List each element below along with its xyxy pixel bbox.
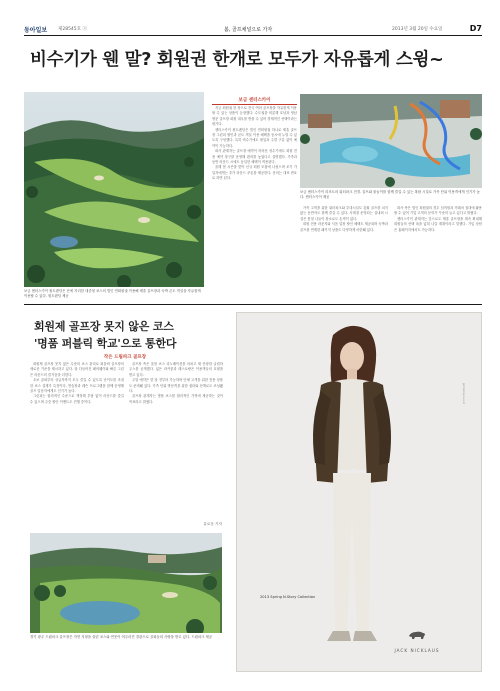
article-column [394, 206, 482, 298]
headline-line: 회원제 골프장 못지 않은 코스 [34, 320, 174, 333]
article-paragraph: 회원제 골프장 못지 않은 수준의 코스 관리로 퍼블릭 골프장의 새로운 기준을 제시하고 있다. 잘 다듬어진 페어웨이와 빠른 그린은 라운드의 즐거움을 더한다. [30, 362, 124, 377]
section-divider [24, 304, 482, 305]
issue-info: 제28545호 ⓢ [58, 27, 87, 32]
section-tag: 보금 센터스카이 [212, 97, 297, 105]
article-paragraph: 지금 회원권 한 장으로 전국 여러 골프장을 자유롭게 이용할 수 있는 상품이 등장했다. 수도권을 비롯해 호남과 영남 명문 골프장 회원 대우를 받을 수 있어 경제적인 선택이라는 평가다. [212, 106, 297, 127]
article-paragraph: 골프장 측은 올봄 코스 리노베이션을 마치고 새 단장한 클럽하우스를 공개했다. 넓은 라커룸과 레스토랑은 이용객들의 호평을 받고 있다. [129, 362, 223, 377]
main-headline: 비수기가 웬 말? 회원권 한개로 모두가 자유롭게 스윙~ [30, 50, 444, 70]
article-column [300, 206, 388, 298]
article-paragraph: 회사 관계자는 골프장 예약이 어려운 성수기에도 회원 전용 예약 창구를 운영해 편의를 높였다고 설명했다. 가족과 동반 라운드 시에도 동일한 혜택이 적용된다. [212, 149, 297, 165]
article-column [129, 362, 223, 520]
model-illustration [237, 313, 482, 672]
article-column [212, 106, 297, 296]
article-paragraph: 센터스카이 관계자는 앞으로도 제휴 골프장을 계속 확대해 회원들의 선택 폭을 넓혀 나갈 계획이라고 말했다. 가입 상담은 홈페이지에서도 가능하다. [394, 216, 482, 232]
second-headline [34, 318, 224, 352]
article-paragraph: 회원 전용 라운지와 식음 업장 할인 혜택도 제공되며 숙박과 골프를 연계한 패키지 상품도 다양하게 마련돼 있다. [300, 222, 388, 232]
page-header [24, 24, 482, 36]
article-paragraph: 올해 봄 시즌을 맞아 신규 회원 모집에 나섰으며 조기 가입자에게는 추가 라운드 쿠폰을 제공한다. 문의는 대표 번호로 하면 된다. [212, 165, 297, 181]
article-paragraph: 센터스카이 원트랜딩은 법인 연회원권 하나로 제휴 골프장 그린피 할인과 콘도 객실 이용 혜택을 동시에 누릴 수 있도록 구성했다. 특히 비수기에도 평일과 주말 구분 없이 예약이 가능하다. [212, 127, 297, 148]
article-paragraph: 회사 측은 법인 회원권의 경우 임직원과 거래처 접대에 활용할 수 있어 기업 고객의 문의가 꾸준히 늘고 있다고 밝혔다. [394, 206, 482, 216]
ad-collection-title: 2013 Spring N.Story Collection [260, 595, 316, 599]
bear-logo-icon [408, 625, 426, 644]
article-column [30, 362, 124, 528]
article-paragraph: 가족 고객을 위한 워터파크와 부대시설도 갖춰 골프를 치지 않는 동반자도 함께 즐길 수 있다. 사계절 운영되는 실내외 시설은 봄철 나들이 장소로도 손색이 없다. [300, 206, 388, 221]
issue-date: 2013년 3월 20일 수요일 [392, 27, 443, 32]
article-paragraph: 주말 예약은 한 달 전부터 가능하며 단체 고객을 위한 전용 상품도 준비돼 있다. 가족 단위 방문객을 위한 쉼터와 산책로도 조성됐다. [129, 378, 223, 394]
ad-website-text: jacknicklaus.co.kr [462, 383, 465, 405]
section-title: 봄, 골프채널으로 가자 [224, 27, 273, 33]
article-paragraph: 초보 골퍼부터 상급자까지 모두 즐길 수 있도록 난이도를 조절한 코스 설계가 특징이다. 연습장과 레슨 프로그램을 함께 운영해 골프 입문자에게도 인기가 높다. [30, 378, 124, 394]
waterpark-photo [300, 94, 482, 188]
golf2-photo-caption: 경기 광주 드림파크 골프장은 자연 지형을 살린 코스와 연못이 어우러진 경관으로 골퍼들의 사랑을 받고 있다. 드림파크 제공 [30, 635, 213, 639]
waterpark-photo-caption: 보금 센터스카이 리조트의 워터파크 전경. 골프와 물놀이를 함께 즐길 수 있는 복합 시설로 가족 단위 이용객에게 인기가 높다. 센터스카이 제공 [300, 190, 480, 199]
golf-course-photo [24, 92, 204, 287]
fashion-advertisement[interactable] [236, 312, 482, 672]
byline: 유로운 기자 [203, 522, 222, 526]
ad-brand-name: JACK NICKLAUS [394, 648, 440, 653]
section-tag: 작은 드림파크 골프장 [103, 355, 147, 360]
golf-course-photo [30, 533, 222, 633]
page-number: D7 [469, 24, 482, 33]
golf-photo-caption: 보금 센터스카이 원트랜딩은 산에 자리한 대중형 코스의 법인 연회원권 이용해 제휴 골프장과 숙박 콘도 객실을 자유롭게 이용할 수 있다. 원트랜딩 제공 [24, 289, 201, 298]
article-paragraph: 그린피는 합리적인 수준으로 책정해 부담 없이 라운드를 즐길 수 있으며 주중 할인 이벤트도 진행 중이다. [30, 394, 124, 404]
newspaper-logo: 동아일보 [24, 27, 48, 34]
article-paragraph: 골프장 관계자는 명품 코스를 합리적인 가격에 제공하는 것이 목표라고 밝혔다. [129, 394, 223, 404]
headline-line: '명품 퍼블릭 학교'으로 통한다 [34, 337, 177, 350]
